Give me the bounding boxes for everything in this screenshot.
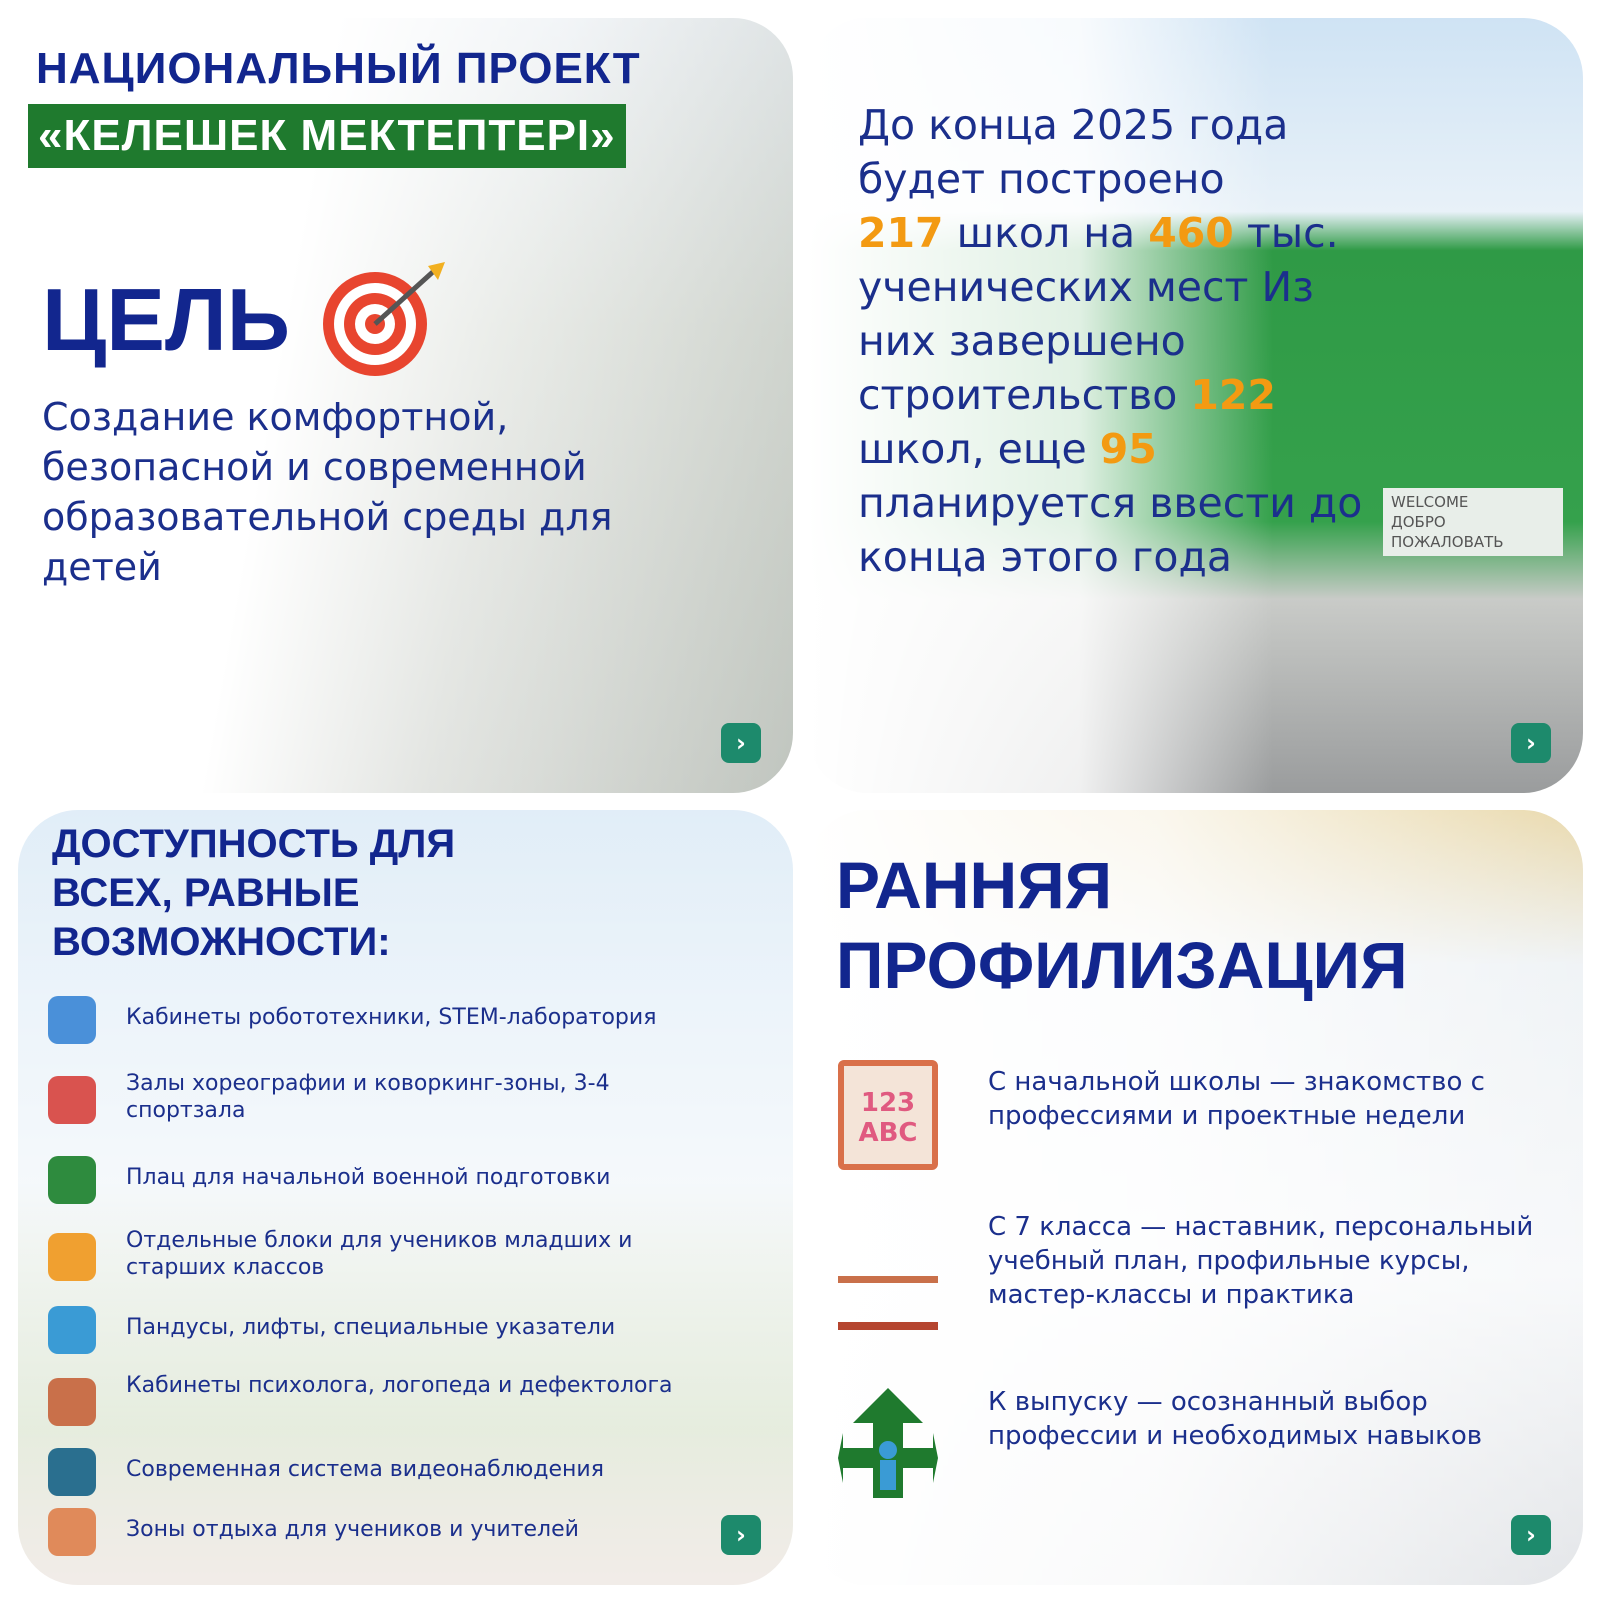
project-brand-title: «КЕЛЕШЕК МЕКТЕПТЕРІ» bbox=[28, 104, 626, 168]
profiling-item: С 7 класса — наставник, персональный учебный план, профильные курсы, мастер-классы и практика bbox=[988, 1212, 1534, 1310]
stats-card bbox=[808, 18, 1583, 793]
stats-text: До конца 2025 года будет построено 217 школ на 460 тыс. ученических мест Из них завершено строительство 122 школ, еще 95 планируется ввести до конца этого года bbox=[858, 101, 1363, 581]
project-title: НАЦИОНАЛЬНЫЙ ПРОЕКТ bbox=[36, 44, 641, 93]
target-icon bbox=[320, 262, 450, 377]
seats-total: 460 bbox=[1148, 209, 1234, 257]
profiling-card bbox=[808, 810, 1583, 1585]
cctv-camera-icon bbox=[48, 1448, 96, 1496]
psychologist-icon bbox=[48, 1378, 96, 1426]
schools-total: 217 bbox=[858, 209, 944, 257]
profiling-item: К выпуску — осознанный выбор профессии и необходимых навыков bbox=[988, 1387, 1483, 1451]
next-button[interactable]: › bbox=[1511, 1515, 1551, 1555]
ramp-accessibility-icon bbox=[48, 1306, 96, 1354]
next-button[interactable]: › bbox=[721, 1515, 761, 1555]
goal-heading: ЦЕЛЬ bbox=[42, 270, 290, 369]
accessibility-heading: ДОСТУПНОСТЬ ДЛЯ ВСЕХ, РАВНЫЕ ВОЗМОЖНОСТИ: bbox=[52, 822, 456, 964]
clipboard-abc-icon: 123 ABC bbox=[838, 1060, 938, 1170]
welcome-sign: WELCOME ДОБРО ПОЖАЛОВАТЬ bbox=[1383, 488, 1563, 556]
profiling-heading: РАННЯЯ ПРОФИЛИЗАЦИЯ bbox=[836, 848, 1408, 1002]
next-button[interactable]: › bbox=[1511, 723, 1551, 763]
schools-planned: 95 bbox=[1099, 425, 1157, 473]
profiling-item: С начальной школы — знакомство с профессиями и проектные недели bbox=[988, 1067, 1485, 1131]
school-blocks-icon bbox=[48, 1233, 96, 1281]
robot-icon bbox=[48, 996, 96, 1044]
mentor-desk-icon bbox=[838, 1220, 938, 1330]
schools-completed: 122 bbox=[1190, 371, 1276, 419]
rest-zone-icon bbox=[48, 1508, 96, 1556]
next-button[interactable]: › bbox=[721, 723, 761, 763]
career-arrows-icon bbox=[838, 1388, 938, 1498]
soldiers-icon bbox=[48, 1156, 96, 1204]
gym-building-icon bbox=[48, 1076, 96, 1124]
goal-text: Создание комфортной, безопасной и современной образовательной среды для детей bbox=[42, 395, 613, 589]
